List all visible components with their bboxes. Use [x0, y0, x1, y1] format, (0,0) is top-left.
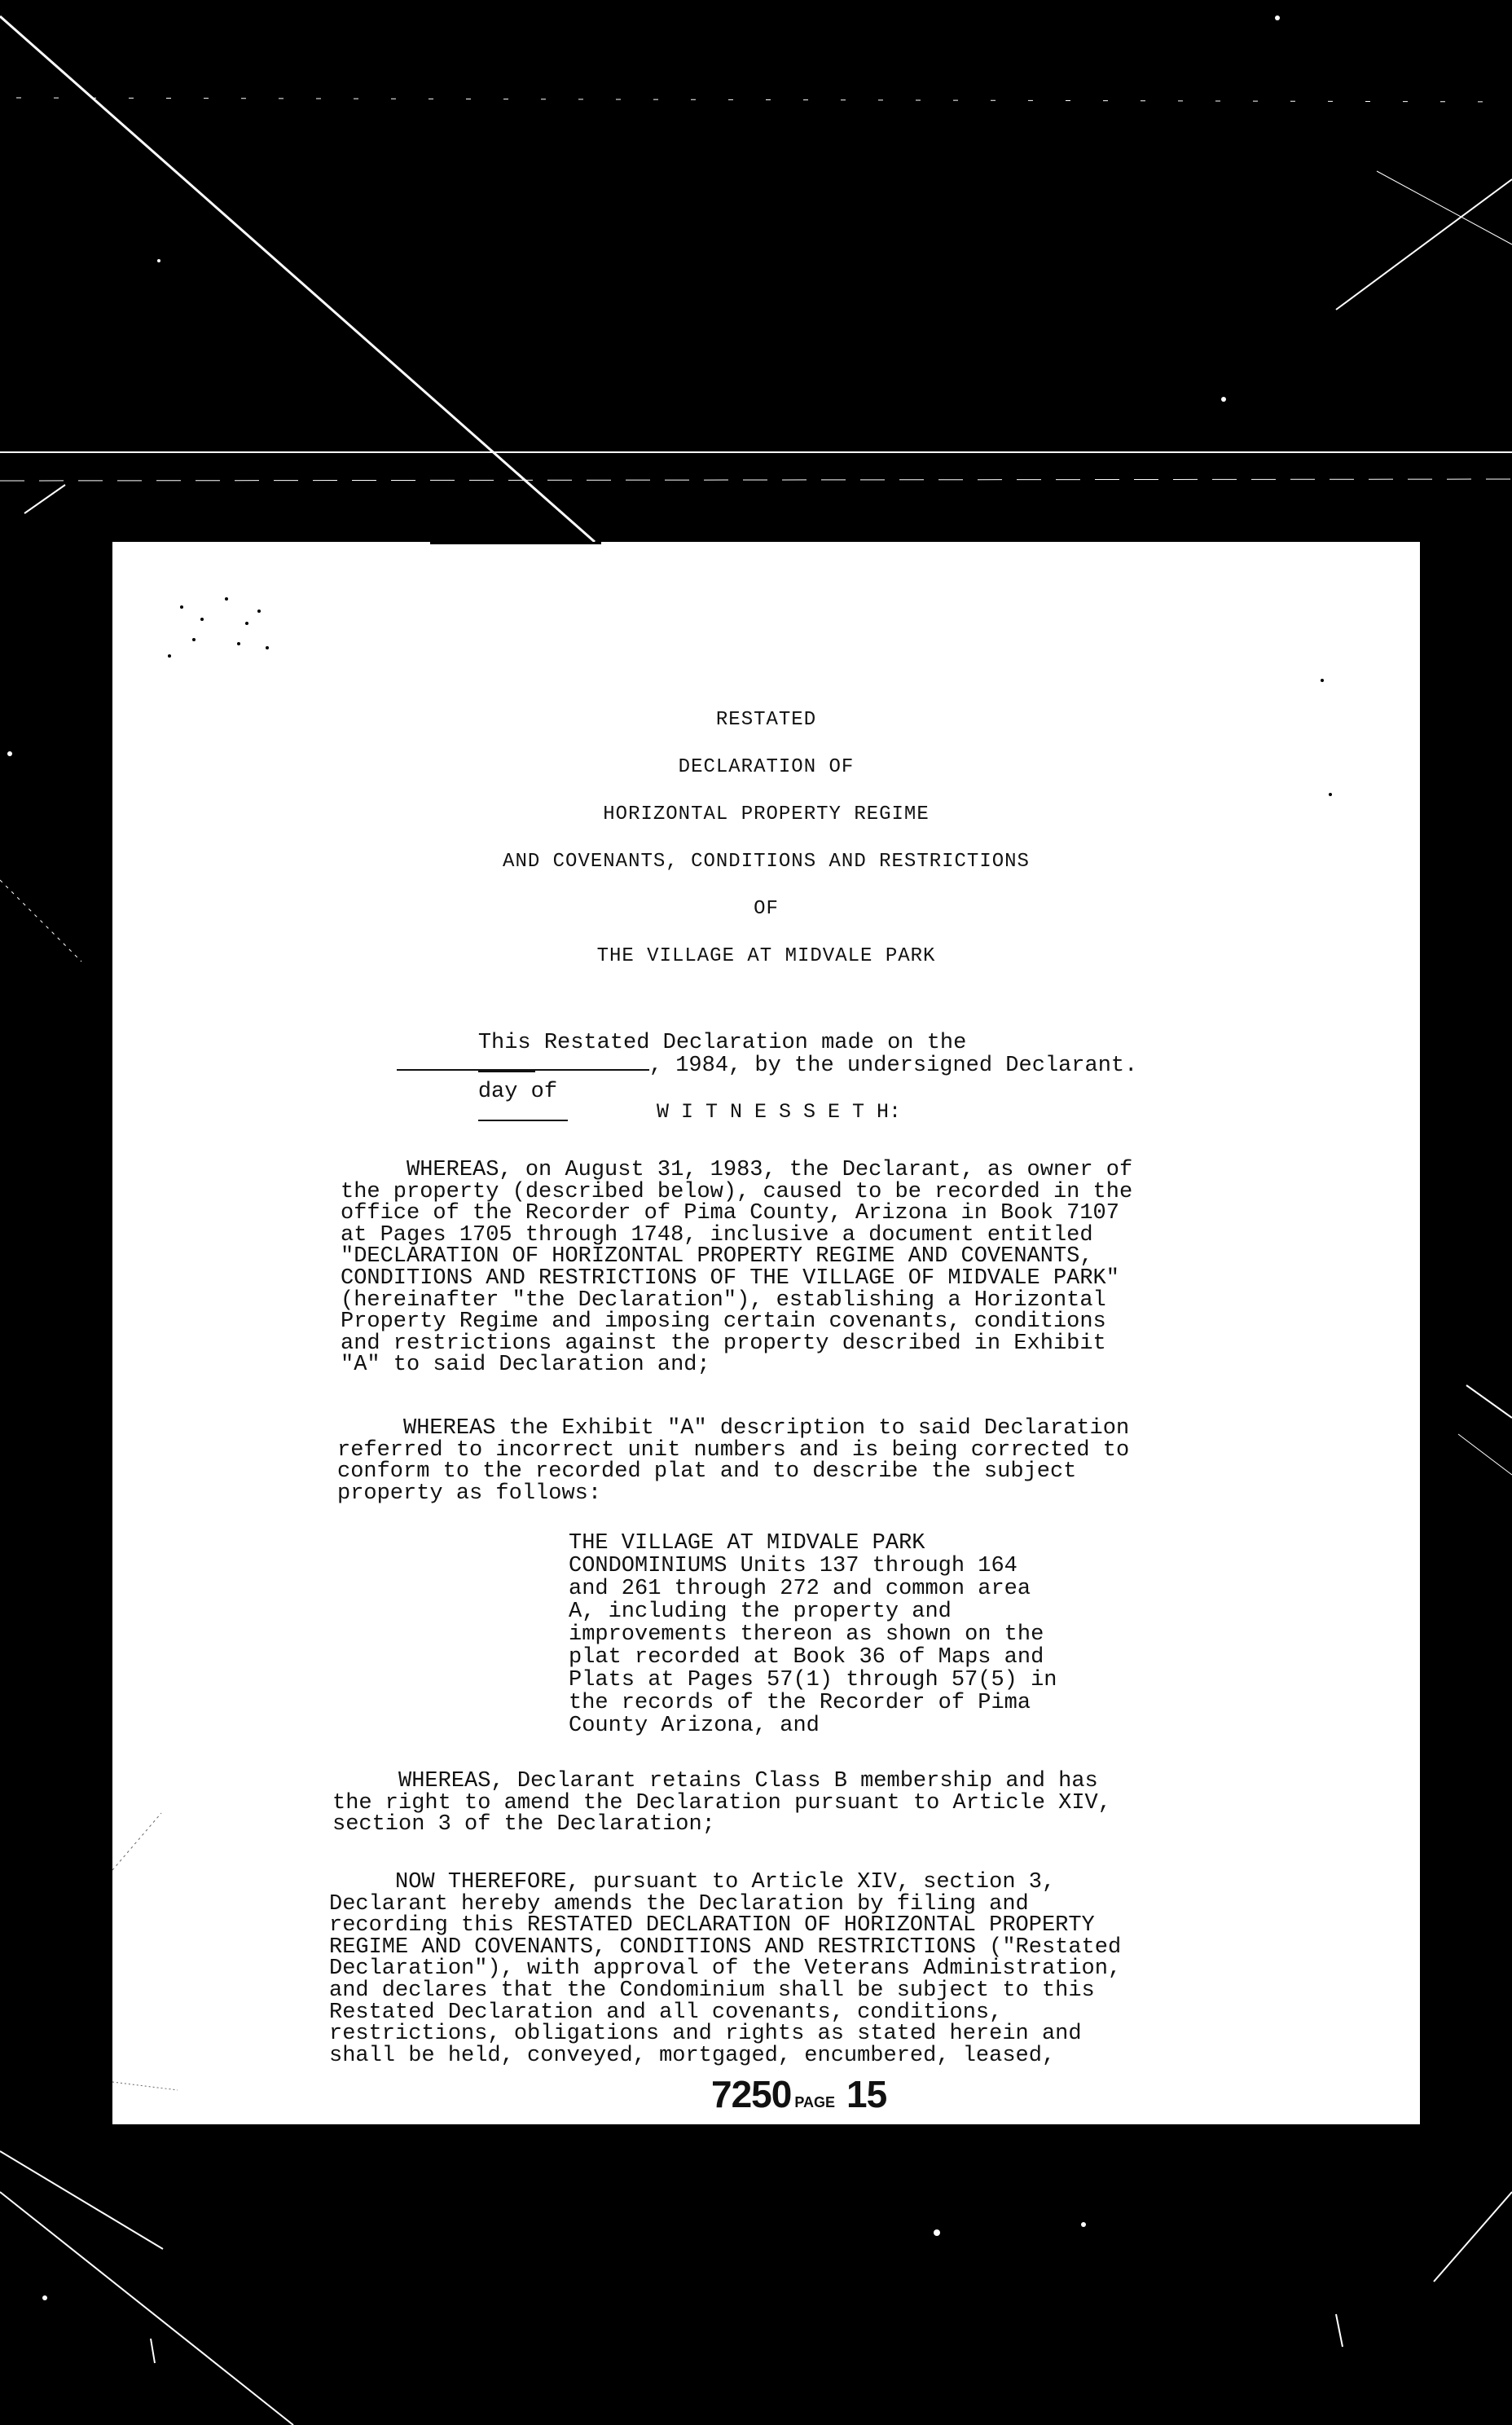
document-title: [112, 697, 1420, 980]
intro-text: This Restated Declaration made on the: [477, 1031, 967, 1055]
operative-paragraph: NOW THEREFORE, pursuant to Article XIV, section 3, Declarant hereby amends the Declaration by filing and recording this RESTATED DECLARATION OF HORIZONTAL PROPERTY REGIME AND COVENANTS, CONDITIONS AND RESTRICTIONS ("Restated Declaration"), with approval of the Veterans Administration, and declares that the Condominium shall be subject to this Restated Declaration and all covenants, conditions, restrictions, obligations and rights as stated herein and shall be held, conveyed, mortgaged, encumbered, leased,: [329, 1870, 1122, 2068]
title-line: AND COVENANTS, CONDITIONS AND RESTRICTIONS: [503, 851, 1030, 873]
blank-month-2: [397, 1054, 649, 1071]
title-line: DECLARATION OF: [678, 756, 855, 778]
page-number: 15: [846, 2073, 887, 2115]
intro-day-text: day of: [477, 1080, 558, 1104]
recital-paragraph-3: WHEREAS, Declarant retains Class B membership and has the right to amend the Declaration pursuant to Article XIV, section 3 of the Declaration;: [332, 1769, 1111, 1837]
blank-month: [478, 1105, 568, 1121]
book-number: 7250: [711, 2073, 792, 2115]
witnesseth-heading: W I T N E S S E T H:: [657, 1100, 902, 1124]
title-line: RESTATED: [715, 709, 817, 731]
title-line: OF: [754, 898, 779, 920]
property-description: THE VILLAGE AT MIDVALE PARK CONDOMINIUMS Units 137 through 164 and 261 through 272 and common area A, including the property and improvements thereon as shown on the plat recorded at Book 36 of Maps and Plats at Pages 57(1) through 57(5) in the records of the Recorder of Pima County Arizona, and: [569, 1531, 1057, 1738]
recital-paragraph-2: WHEREAS the Exhibit "A" description to said Declaration referred to incorrect unit numbers and is being corrected to conform to the recorded plat and to describe the subject property as follows:: [337, 1416, 1130, 1506]
intro-line: [344, 1029, 1137, 1102]
page-label: PAGE: [794, 2094, 836, 2110]
title-line: THE VILLAGE AT MIDVALE PARK: [596, 945, 936, 967]
intro-text: , 1984, by the undersigned Declarant.: [648, 1054, 1138, 1078]
document-page: [112, 542, 1420, 2124]
recording-stamp: 7229 1628: [1255, 1854, 1295, 2038]
recital-paragraph-1: WHEREAS, on August 31, 1983, the Declarant, as owner of the property (described below), caused to be recorded in the office of the Recorder of Pima County, Arizona in Book 7107 at Pages 1705 through 1748, inclusive a document entitled "DECLARATION OF HORIZONTAL PROPERTY REGIME AND COVENANTS, CONDITIONS AND RESTRICTIONS OF THE VILLAGE OF MIDVALE PARK" (hereinafter "the Declaration"), establishing a Horizontal Property Regime and imposing certain covenants, conditions and restrictions against the property described in Exhibit "A" to said Declaration and;: [341, 1158, 1133, 1378]
book-page-reference: [711, 2072, 886, 2116]
title-line: HORIZONTAL PROPERTY REGIME: [603, 803, 930, 825]
